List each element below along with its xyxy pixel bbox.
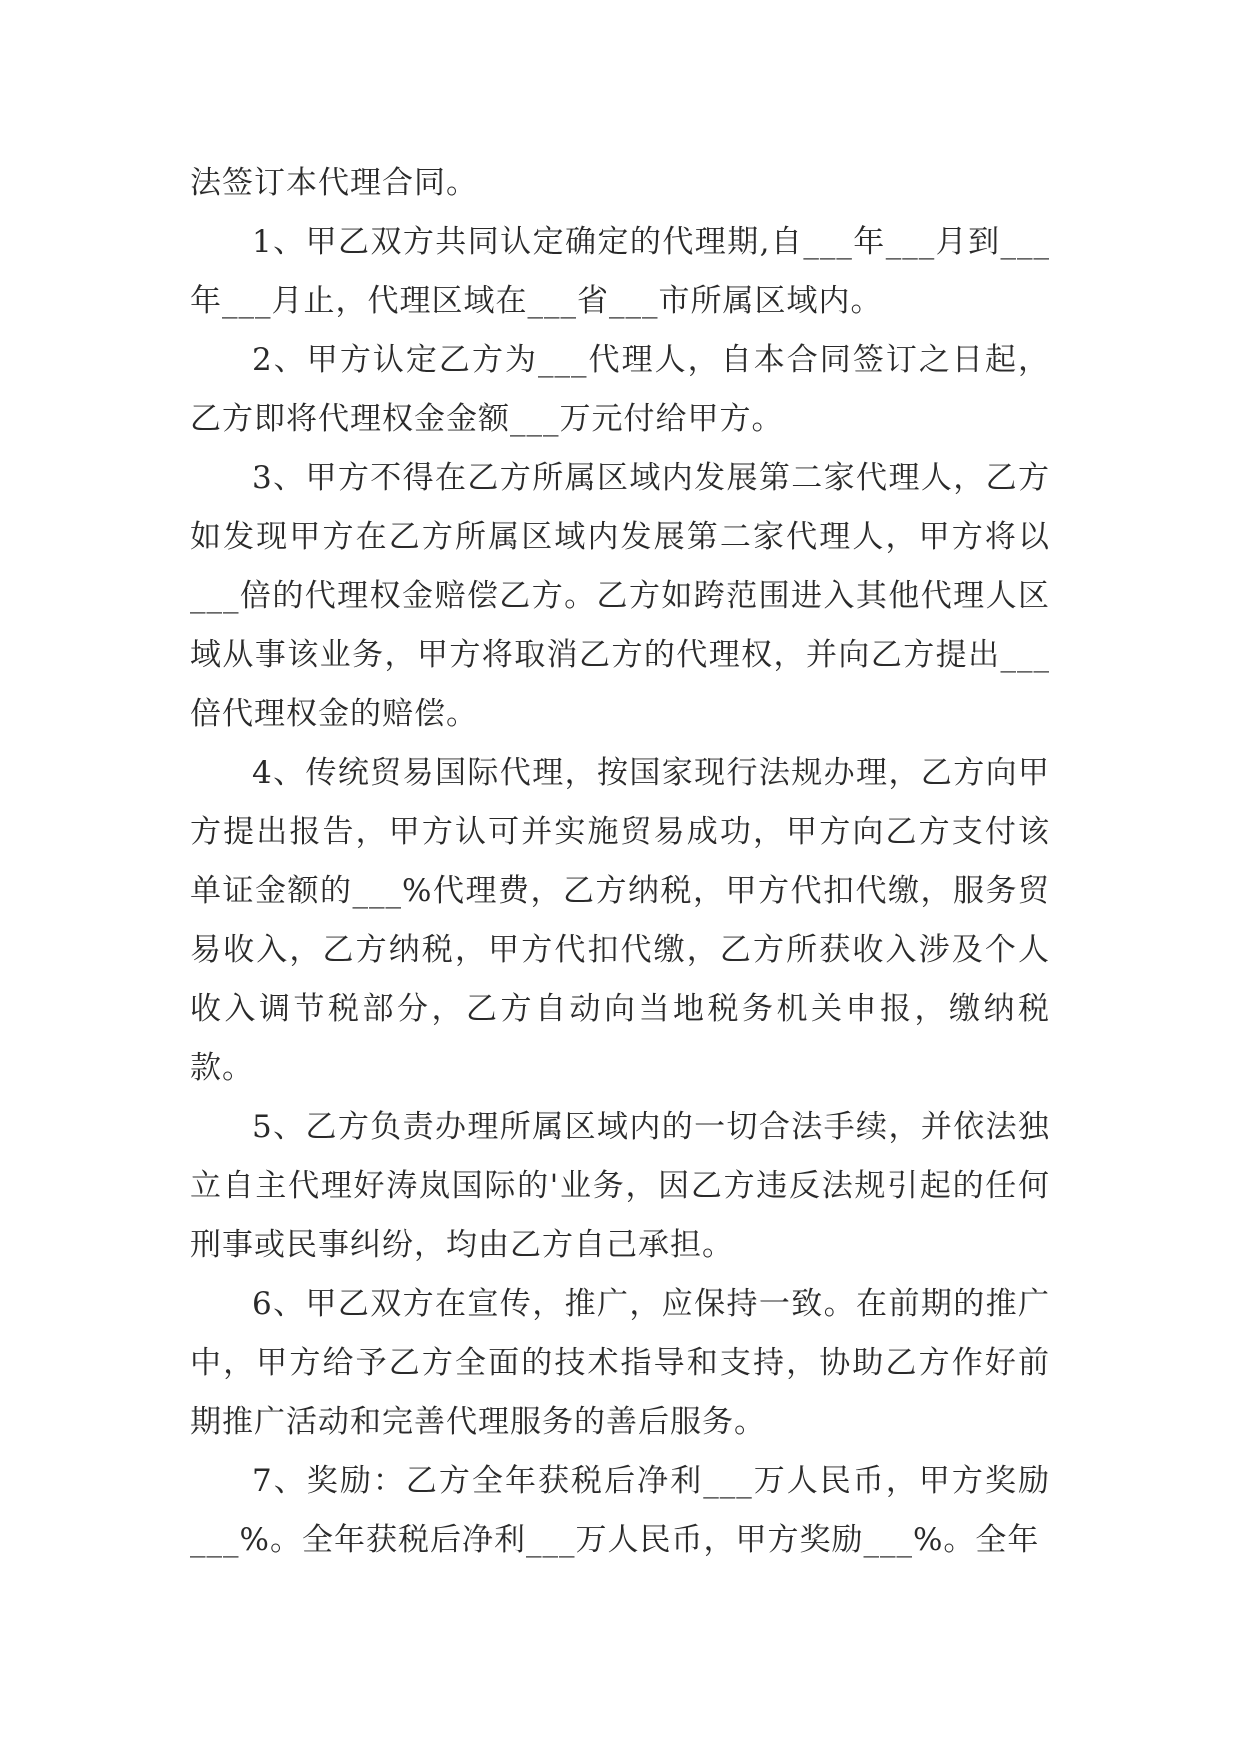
clause-1: 1、甲乙双方共同认定确定的代理期,自___年___月到___年___月止，代理区域在___省___市所属区域内。 [190, 224, 1050, 319]
clause-6: 6、甲乙双方在宣传，推广，应保持一致。在前期的推广中，甲方给予乙方全面的技术指导和支持，协助乙方作好前期推广活动和完善代理服务的善后服务。 [190, 1286, 1050, 1440]
document-body [190, 154, 1050, 1570]
clause-4: 4、传统贸易国际代理，按国家现行法规办理，乙方向甲方提出报告，甲方认可并实施贸易成功，甲方向乙方支付该单证金额的___%代理费，乙方纳税，甲方代扣代缴，服务贸易收入，乙方纳税，甲方代扣代缴，乙方所获收入涉及个人收入调节税部分，乙方自动向当地税务机关申报，缴纳税款。 [190, 755, 1050, 1086]
clause-2: 2、甲方认定乙方为___代理人，自本合同签订之日起，乙方即将代理权金金额___万元付给甲方。 [190, 342, 1050, 437]
clause-7: 7、奖励：乙方全年获税后净利___万人民币，甲方奖励___%。全年获税后净利___万人民币，甲方奖励___%。全年 [190, 1463, 1050, 1558]
clause-3: 3、甲方不得在乙方所属区域内发展第二家代理人，乙方如发现甲方在乙方所属区域内发展第二家代理人，甲方将以___倍的代理权金赔偿乙方。乙方如跨范围进入其他代理人区域从事该业务，甲方将取消乙方的代理权，并向乙方提出___倍代理权金的赔偿。 [190, 460, 1050, 732]
paragraph-continuation: 法签订本代理合同。 [190, 165, 478, 201]
clause-5: 5、乙方负责办理所属区域内的一切合法手续，并依法独立自主代理好涛岚国际的'业务，因乙方违反法规引起的任何刑事或民事纠纷，均由乙方自己承担。 [190, 1109, 1050, 1263]
